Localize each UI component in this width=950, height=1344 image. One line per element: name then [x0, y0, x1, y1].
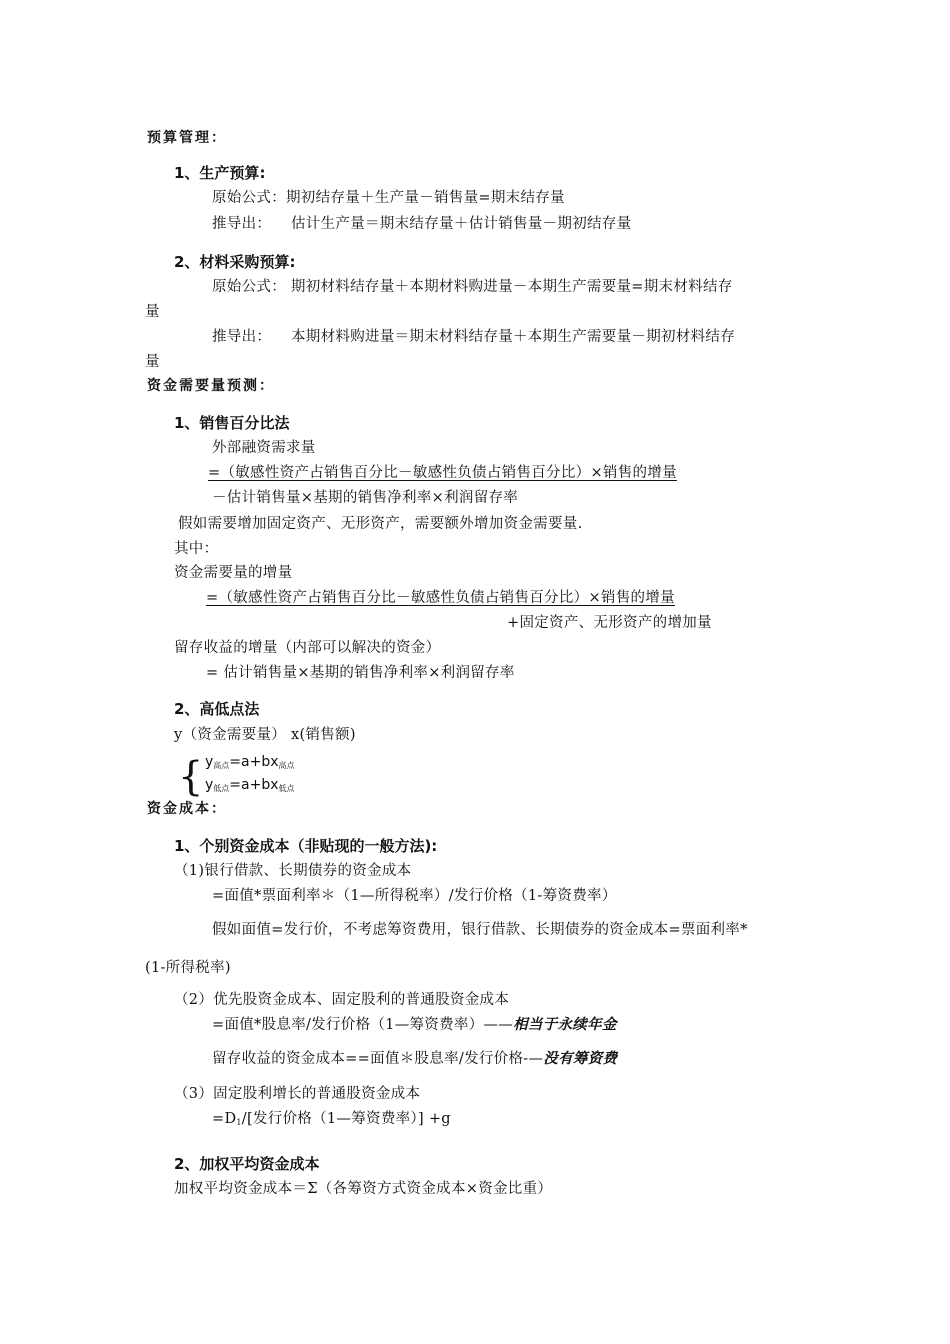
high-low-variables: y（资金需要量） x(销售额)	[174, 727, 356, 743]
retained-earnings-label: 留存收益的增量（内部可以解决的资金）	[174, 640, 441, 656]
external-financing-label: 外部融资需求量	[212, 440, 316, 456]
low-point-equation	[205, 775, 295, 799]
item2-retained: 留存收益的资金成本==面值＊股息率/发行价格-—	[212, 1051, 544, 1067]
item1-label: （1)银行借款、长期债券的资金成本	[174, 863, 412, 879]
capital-increase-formula: =（敏感性资产占销售百分比－敏感性负债占销售百分比）×销售的增量	[206, 590, 675, 606]
external-financing-formula-2: －估计销售量×基期的销售净利率×利润留存率	[212, 490, 519, 506]
material-original-wrap: 量	[145, 304, 160, 320]
material-original-formula: 原始公式： 期初材料结存量＋本期材料购进量－本期生产需要量=期末材料结存	[212, 279, 733, 295]
capital-increase-extra: +固定资产、无形资产的增加量	[507, 615, 712, 631]
production-derived-formula: 估计生产量＝期末结存量＋估计销售量－期初结存量	[291, 216, 632, 232]
item2-retained-line	[212, 1049, 617, 1069]
material-derived-wrap: 量	[145, 354, 160, 370]
item1-note-wrap: (1-所得税率)	[145, 960, 231, 976]
item3-formula	[212, 1109, 451, 1133]
item3-formula-pre: =D	[212, 1111, 237, 1127]
material-derived-formula: 本期材料购进量＝期末材料结存量＋本期生产需要量－期初材料结存	[291, 329, 735, 345]
eq-high-y: y	[205, 754, 214, 770]
retained-earnings-formula: = 估计销售量×基期的销售净利率×利润留存率	[206, 665, 515, 681]
item3-formula-post: /[发行价格（1—筹资费率）] +g	[241, 1111, 451, 1127]
item2-retained-emphasis: 没有筹资费	[543, 1050, 618, 1067]
high-point-equation	[205, 752, 295, 776]
item3-label: （3）固定股利增长的普通股资金成本	[174, 1086, 421, 1102]
weighted-cost-formula: 加权平均资金成本＝Σ（各筹资方式资金成本×资金比重）	[174, 1181, 553, 1197]
eq-low-sub: 低点	[213, 784, 230, 793]
fixed-asset-note: 假如需要增加固定资产、无形资产，需要额外增加资金需要量.	[178, 516, 583, 532]
subheading-material-budget: 2、材料采购预算:	[174, 253, 296, 271]
subheading-individual-cost: 1、个别资金成本（非贴现的一般方法):	[174, 837, 438, 855]
external-financing-formula-1: =（敏感性资产占销售百分比－敏感性负债占销售百分比）×销售的增量	[208, 465, 677, 481]
item2-label: （2）优先股资金成本、固定股利的普通股资金成本	[174, 992, 510, 1008]
capital-increase-label: 资金需要量的增量	[174, 565, 293, 581]
eq-high-sub: 高点	[213, 761, 230, 770]
section-heading-capital-forecast: 资金需要量预测：	[147, 378, 275, 394]
eq-high-rhs: =a+bx	[229, 754, 279, 770]
eq-low-sub2: 低点	[278, 784, 295, 793]
eq-high-sub2: 高点	[278, 761, 295, 770]
section-heading-budget: 预算管理：	[147, 130, 227, 146]
eq-low-rhs: =a+bx	[229, 777, 279, 793]
production-derived-label: 推导出：	[212, 216, 272, 232]
material-derived-label: 推导出：	[212, 329, 272, 345]
item2-formula-line	[212, 1015, 617, 1035]
subheading-weighted-cost: 2、加权平均资金成本	[174, 1155, 320, 1173]
item2-formula: =面值*股息率/发行价格（1—筹资费率）——	[212, 1017, 514, 1033]
section-heading-capital-cost: 资金成本：	[147, 801, 227, 817]
item1-note: 假如面值=发行价，不考虑筹资费用，银行借款、长期债券的资金成本=票面利率*	[212, 922, 748, 938]
item3-formula-sub: 1	[236, 1118, 242, 1127]
brace-symbol: {	[178, 754, 204, 800]
subheading-production-budget: 1、生产预算:	[174, 164, 266, 182]
item2-emphasis: 相当于永续年金	[513, 1016, 617, 1033]
eq-low-y: y	[205, 777, 214, 793]
among-label: 其中：	[174, 541, 219, 557]
item1-formula: =面值*票面利率＊（1—所得税率）/发行价格（1-筹资费率）	[212, 888, 617, 904]
subheading-high-low: 2、高低点法	[174, 700, 260, 718]
subheading-sales-percentage: 1、销售百分比法	[174, 414, 290, 432]
production-original-formula: 原始公式：期初结存量＋生产量－销售量=期末结存量	[212, 190, 565, 206]
